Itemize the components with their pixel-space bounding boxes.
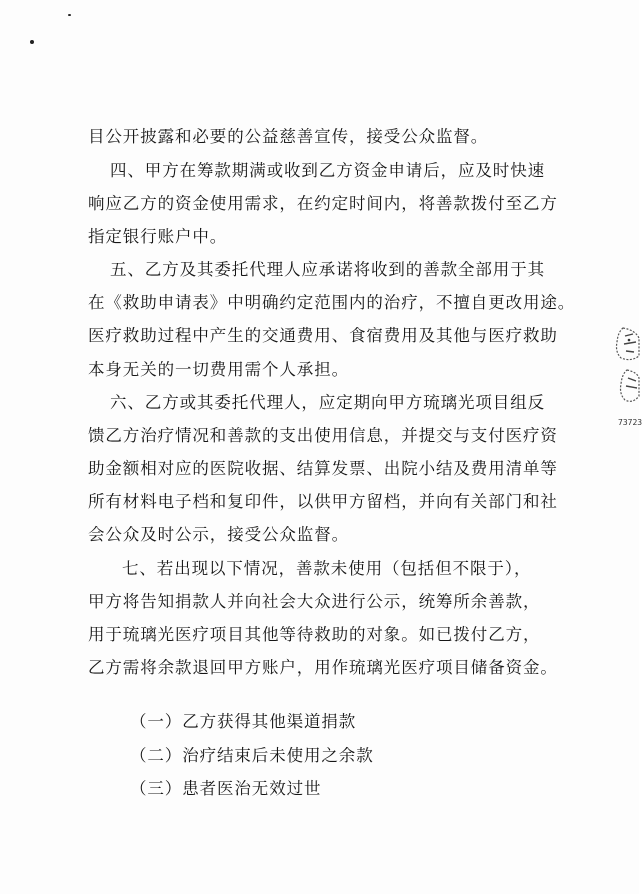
text-line: 馈乙方治疗情况和善款的支出使用信息，并提交与支付医疗资 [88,426,558,445]
text-line: 五、乙方及其委托代理人应承诺将收到的善款全部用于其 [110,260,545,279]
scan-speck [30,40,34,44]
text-line: 目公开披露和必要的公益慈善宣传，接受公众监督。 [88,127,489,146]
edge-number: 73723 [618,418,642,427]
list-item: （二）治疗结束后未使用之余款 [130,746,374,765]
text-line: 四、甲方在筹款期满或收到乙方资金申请后，应及时快速 [110,161,545,180]
seal-fragment-top [609,322,639,368]
text-line: 响应乙方的资金使用需求，在约定时间内，将善款拨付至乙方 [88,194,558,213]
text-line: 在《救助申请表》中明确约定范围内的治疗，不擅自更改用途。 [88,293,576,312]
text-line: 乙方需将余款退回甲方账户，用作琉璃光医疗项目储备资金。 [88,658,558,677]
text-line: 会公众及时公示，接受公众监督。 [88,525,349,544]
text-line: 助金额相对应的医院收据、结算发票、出院小结及费用清单等 [88,459,558,478]
text-line: 甲方将告知捐款人并向社会大众进行公示，统筹所余善款， [88,592,541,611]
text-line: 指定银行账户中。 [88,227,228,246]
text-line: 六、乙方或其委托代理人，应定期向甲方琉璃光项目组反 [110,393,545,412]
list-item: （三）患者医治无效过世 [130,779,322,798]
scan-speck [68,14,71,16]
text-line: 所有材料电子档和复印件，以供甲方留档，并向有关部门和社 [88,492,558,511]
text-line: 用于琉璃光医疗项目其他等待救助的对象。如已拨付乙方， [88,625,541,644]
seal-fragment-bottom [609,366,639,412]
text-line: 七、若出现以下情况，善款未使用（包括但不限于）， [122,559,532,578]
list-item: （一）乙方获得其他渠道捐款 [130,712,357,731]
text-line: 医疗救助过程中产生的交通费用、食宿费用及其他与医疗救助 [88,326,558,345]
text-line: 本身无关的一切费用需个人承担。 [88,360,349,379]
